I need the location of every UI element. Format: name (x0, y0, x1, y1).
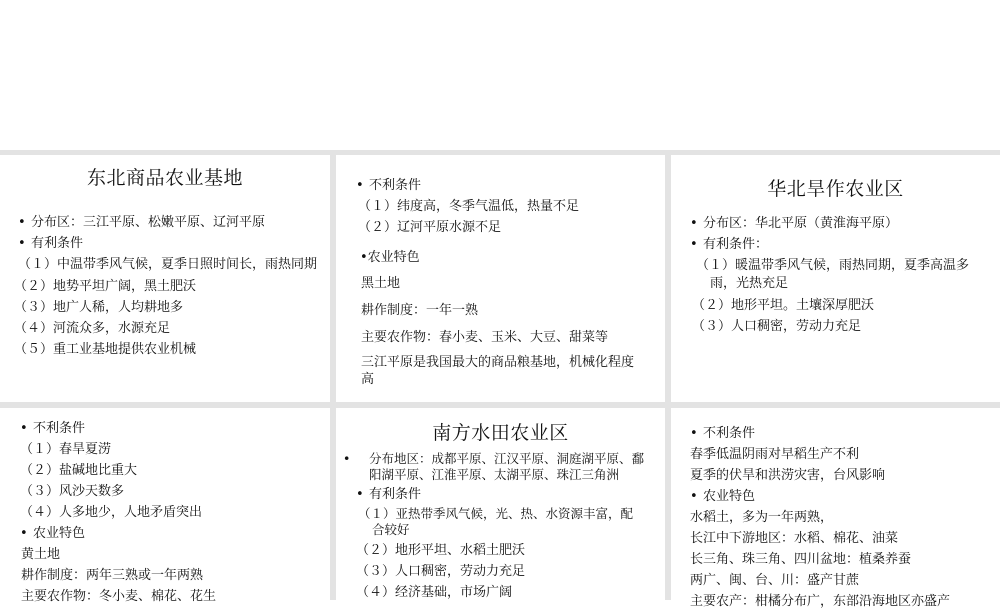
list-item: （２）地形平坦、水稻土肥沃 (356, 543, 526, 558)
list-item: （１）纬度高，冬季气温低，热量不足 (358, 199, 580, 214)
list-item: （４）河流众多，水源充足 (14, 321, 171, 336)
list-item: 耕作制度：两年三熟或一年两熟 (21, 568, 204, 583)
bullet-disadvantages: • 不利条件 (356, 175, 656, 196)
card-title: 华北旱作农业区 (767, 178, 904, 200)
list-item: 水稻土，多为一年两熟， (690, 510, 834, 525)
list-item: 黄土地 (21, 547, 61, 562)
card-south-paddy (336, 408, 665, 600)
card-south-paddy-continued (671, 408, 1000, 609)
bullet-distribution: • 分布区：三江平原、松嫩平原、辽河平原 (18, 212, 318, 233)
bullet-features: • 农业特色 (20, 523, 320, 544)
list-item: 长江中下游地区：水稻、棉花、油菜 (690, 531, 899, 546)
list-item: 两广、闽、台、川：盛产甘蔗 (690, 573, 860, 588)
list-item: （２）盐碱地比重大 (20, 463, 138, 478)
list-item: （２）辽河平原水源不足 (358, 220, 502, 235)
bullet-advantages: • 有利条件 (356, 484, 654, 505)
list-item: 主要农产：柑橘分布广，东部沿海地区亦盛产 (690, 594, 951, 609)
bullet-disadvantages: • 不利条件 (20, 418, 320, 439)
card-title: 东北商品农业基地 (86, 167, 243, 189)
list-item: （１）亚热带季风气候，光、热、水资源丰富，配合较好 (358, 506, 634, 537)
bullet-advantages: • 有利条件 (18, 233, 318, 254)
bullet-disadvantages: • 不利条件 (690, 423, 995, 444)
bullet-distribution: • 分布区：华北平原（黄淮海平原） (690, 213, 990, 234)
bullet-features: • 农业特色 (690, 486, 995, 507)
card-northeast-base (0, 155, 330, 402)
list-item: （２）地势平坦广阔，黑土肥沃 (14, 279, 197, 294)
list-item: （１）春旱夏涝 (20, 442, 112, 457)
list-item: （４）经济基础，市场广阔 (356, 585, 513, 600)
bullet-distribution: • 分布地区：成都平原、江汉平原、洞庭湖平原、鄱阳湖平原、江淮平原、太湖平原、珠江三角洲 (356, 451, 654, 483)
card-north-china-dry (671, 155, 1000, 402)
list-item: 三江平原是我国最大的商品粮基地，机械化程度高 (361, 355, 635, 387)
list-item: 夏季的伏旱和洪涝灾害，台风影响 (690, 468, 886, 483)
card-northeast-continued (336, 155, 665, 402)
list-item: 长三角、珠三角、四川盆地：植桑养蚕 (690, 552, 912, 567)
list-item: （３）人口稠密，劳动力充足 (356, 564, 526, 579)
list-item: （４）人多地少，人地矛盾突出 (20, 505, 203, 520)
list-item: 主要农作物：春小麦、玉米、大豆、甜菜等 (361, 330, 609, 345)
list-item: （１）中温带季风气候，夏季日照时间长，雨热同期 (18, 257, 318, 272)
card-title: 南方水田农业区 (432, 422, 569, 444)
list-item: 主要农作物：冬小麦、棉花、花生 (21, 589, 217, 604)
bullet-advantages: • 有利条件： (690, 234, 990, 255)
list-item: （１）暖温带季风气候，雨热同期，夏季高温多雨，光热充足 (696, 258, 970, 291)
list-item: （３）地广人稀，人均耕地多 (14, 300, 184, 315)
card-north-china-continued (0, 408, 330, 604)
list-item: （５）重工业基地提供农业机械 (14, 342, 197, 357)
list-item: （３）风沙天数多 (20, 484, 125, 499)
list-item: 耕作制度：一年一熟 (361, 303, 479, 318)
list-item: （２）地形平坦。土壤深厚肥沃 (692, 298, 875, 313)
list-item: （３）人口稠密，劳动力充足 (692, 319, 862, 334)
list-item: 春季低温阴雨对早稻生产不利 (690, 447, 860, 462)
section-heading: •农业特色 (360, 250, 420, 265)
list-item: 黑土地 (361, 276, 401, 291)
